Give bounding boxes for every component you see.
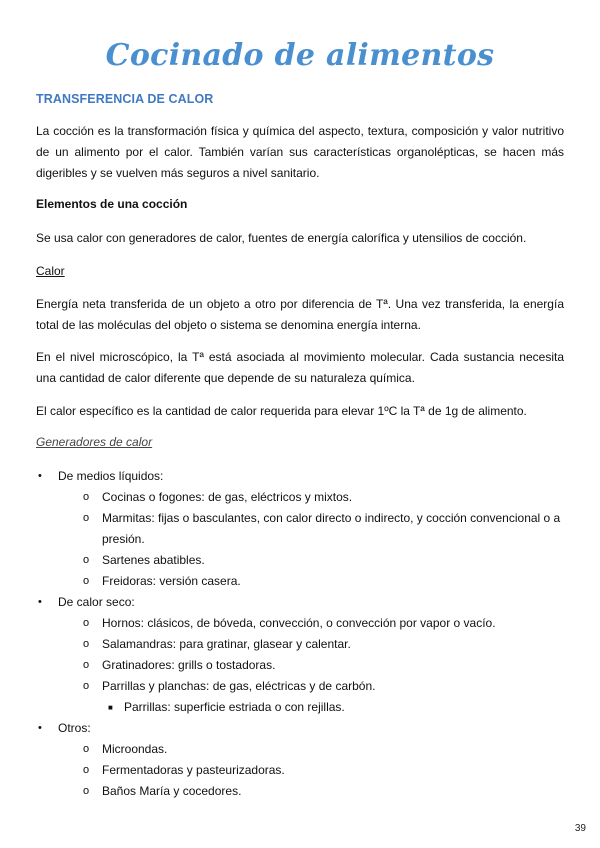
elements-heading: Elementos de una cocción [36,197,188,211]
generadores-list [36,466,566,802]
list-item [58,571,566,592]
calor-paragraph-1: Energía neta transferida de un objeto a otro por diferencia de Tª. Una vez transferida, la energía total de las moléculas del objeto o sistema se denomina energía interna. [36,297,564,332]
square-bullet-icon: ■ [108,703,113,712]
list-item-text: Parrillas: superficie estriada o con rejillas. [124,700,345,714]
page-title: Cocinado de alimentos [105,38,495,73]
list-item [36,718,566,802]
list-item-text: Fermentadoras y pasteurizadoras. [102,763,285,777]
circle-bullet-icon: o [83,512,90,524]
list-item-text: Sartenes abatibles. [102,553,205,567]
list-item-label: De medios líquidos: [58,469,164,483]
list-item-text: Hornos: clásicos, de bóveda, convección, o convección por vapor o vacío. [102,616,496,630]
page-number: 39 [574,823,586,834]
list-item [58,760,566,781]
list-item [58,655,566,676]
calor-paragraph-2: En el nivel microscópico, la Tª está asociada al movimiento molecular. Cada sustancia necesita una cantidad de calor diferente que depende de su naturaleza química. [36,350,564,385]
generadores-heading [36,432,152,453]
circle-bullet-icon: o [83,638,90,650]
list-item-text: Marmitas: fijas o basculantes, con calor directo o indirecto, y cocción convencional o a presión. [102,511,561,546]
list-item-text: Baños María y cocedores. [102,784,242,798]
section-heading: TRANSFERENCIA DE CALOR [36,92,214,106]
list-item [36,592,566,718]
generadores-heading-text: Generadores de calor [36,435,153,449]
circle-bullet-icon: o [83,491,90,503]
calor-heading: Calor [36,264,65,278]
circle-bullet-icon: o [83,659,90,671]
intro-paragraph: La cocción es la transformación física y química del aspecto, textura, composición y valor nutritivo de un alimento por el calor. También varían sus características organolépticas, se hacen más digeribles y se vuelven más seguros a nivel sanitario. [36,124,564,180]
list-item-label: Otros: [58,721,91,735]
calor-paragraph-3: El calor específico es la cantidad de calor requerida para elevar 1ºC la Tª de 1g de alimento. [36,404,527,418]
bullet-icon: • [38,596,42,608]
list-item [58,676,566,718]
list-item-text: Cocinas o fogones: de gas, eléctricos y mixtos. [102,490,353,504]
list-item [58,550,566,571]
circle-bullet-icon: o [83,617,90,629]
list-item-text: Microondas. [102,742,168,756]
list-item-text: Parrillas y planchas: de gas, eléctricas y de carbón. [102,679,376,693]
circle-bullet-icon: o [83,680,90,692]
list-item [58,781,566,802]
list-item [58,508,566,550]
bullet-icon: • [38,722,42,734]
circle-bullet-icon: o [83,785,90,797]
list-item [58,613,566,634]
bullet-icon: • [38,470,42,482]
list-item [58,487,566,508]
list-item [58,634,566,655]
list-item-text: Gratinadores: grills o tostadoras. [102,658,276,672]
list-item [36,466,566,592]
circle-bullet-icon: o [83,554,90,566]
list-item [58,739,566,760]
circle-bullet-icon: o [83,764,90,776]
list-item-text: Freidoras: versión casera. [102,574,241,588]
circle-bullet-icon: o [83,743,90,755]
list-item-label: De calor seco: [58,595,135,609]
elements-paragraph: Se usa calor con generadores de calor, fuentes de energía calorífica y utensilios de cocción. [36,231,527,245]
list-item-text: Salamandras: para gratinar, glasear y calentar. [102,637,351,651]
list-item [102,697,566,718]
circle-bullet-icon: o [83,575,90,587]
